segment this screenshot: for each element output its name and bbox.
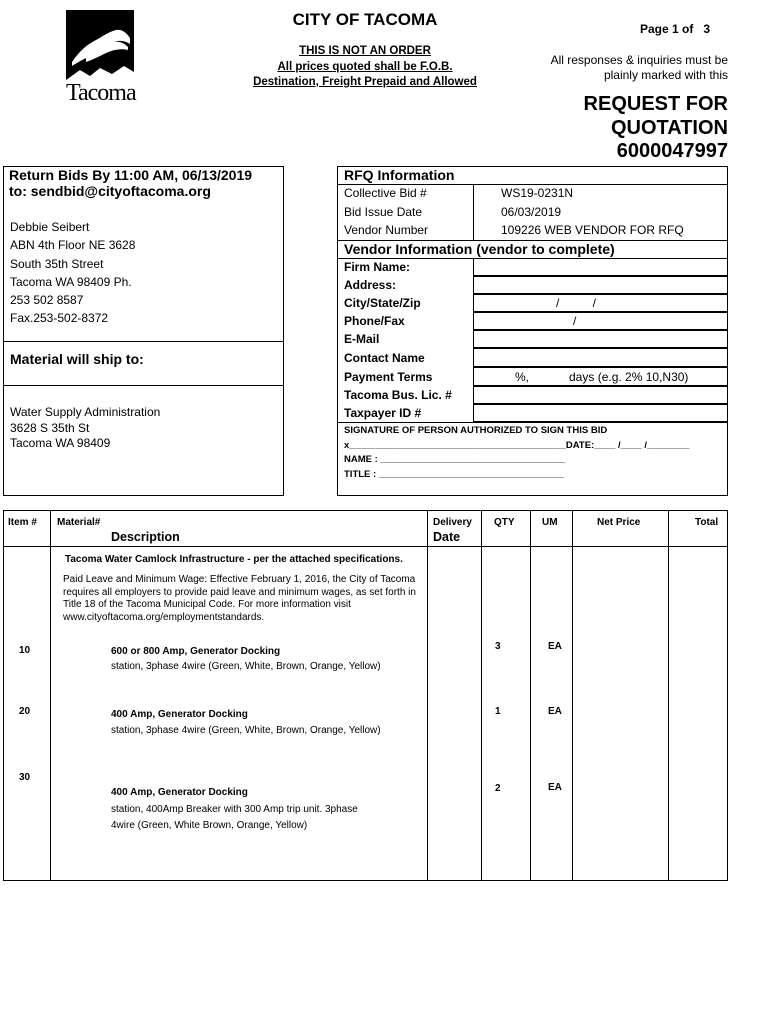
- vendor-label: Tacoma Bus. Lic. #: [344, 388, 452, 402]
- vendor-label: Address:: [344, 278, 397, 292]
- item-description: station, 3phase 4wire (Green, White, Brown, Orange, Yellow): [111, 725, 381, 736]
- vendor-label: Payment Terms: [344, 370, 433, 384]
- description-column-header: Description: [111, 530, 180, 544]
- item-description: station, 400Amp Breaker with 300 Amp trip unit. 3phase 4wire (Green, White Brown, Orange, Yellow): [111, 804, 358, 831]
- vendor-label: Taxpayer ID #: [344, 406, 422, 420]
- divider: [3, 341, 284, 342]
- vendor-label: Firm Name:: [344, 260, 411, 274]
- rfq-title: REQUEST FOR QUOTATION 6000047997: [583, 93, 728, 162]
- item-title: 600 or 800 Amp, Generator Docking: [111, 646, 281, 657]
- phone-fax-separator: /: [573, 314, 577, 328]
- bid-issue-date-value: 06/03/2019: [501, 205, 562, 219]
- return-bids-heading: Return Bids By 11:00 AM, 06/13/2019 to: sendbid@cityoftacoma.org: [9, 167, 253, 199]
- column-divider: [530, 510, 531, 881]
- material-column-header: Material#: [57, 517, 101, 528]
- vendor-info-heading: Vendor Information (vendor to complete): [344, 241, 615, 257]
- vendor-label: City/State/Zip: [344, 296, 421, 310]
- qty-column-header: QTY: [494, 517, 515, 528]
- rfq-info-heading: RFQ Information: [344, 167, 455, 183]
- divider: [337, 184, 728, 185]
- vendor-number-value: 109226 WEB VENDOR FOR RFQ: [501, 223, 684, 237]
- contact-name-field[interactable]: [473, 348, 728, 367]
- item-um: EA: [548, 782, 562, 793]
- ship-to-address: Water Supply Administration 3628 S 35th St Tacoma WA 98409: [10, 405, 161, 450]
- intro-title: Tacoma Water Camlock Infrastructure - per the attached specifications.: [65, 554, 403, 565]
- city-state-zip-separators: / /: [556, 296, 597, 310]
- page-indicator: Page 1 of 3: [640, 22, 711, 36]
- address-field[interactable]: [473, 276, 728, 294]
- column-divider: [572, 510, 573, 881]
- item-number: 10: [19, 645, 31, 656]
- item-column-header: Item #: [8, 517, 37, 528]
- rfq-label: Bid Issue Date: [344, 205, 423, 219]
- um-column-header: UM: [542, 517, 558, 528]
- signature-line[interactable]: x_________________________________________DATE:____ /____ /________: [344, 440, 690, 451]
- collective-bid-value: WS19-0231N: [501, 186, 574, 200]
- ship-to-heading: Material will ship to:: [10, 351, 144, 367]
- item-qty: 2: [495, 783, 501, 794]
- item-qty: 1: [495, 706, 501, 717]
- item-qty: 3: [495, 641, 501, 652]
- item-number: 20: [19, 706, 31, 717]
- divider: [337, 422, 728, 423]
- vendor-label: Phone/Fax: [344, 314, 405, 328]
- firm-name-field[interactable]: [473, 258, 728, 276]
- vendor-label: E-Mail: [344, 332, 380, 346]
- date-column-header: Date: [433, 530, 461, 544]
- taxpayer-id-field[interactable]: [473, 404, 728, 422]
- item-um: EA: [548, 641, 562, 652]
- item-number: 30: [19, 772, 31, 783]
- rfq-label: Collective Bid #: [344, 186, 427, 200]
- net-price-column-header: Net Price: [597, 517, 641, 528]
- city-state-zip-field[interactable]: [473, 294, 728, 312]
- responses-note: All responses & inquiries must be plainly marked with this: [550, 53, 728, 82]
- column-divider: [50, 510, 51, 881]
- name-line[interactable]: NAME : ___________________________________: [344, 454, 566, 465]
- delivery-column-header: Delivery: [433, 517, 472, 528]
- payment-terms-hint: %, days (e.g. 2% 10,N30): [515, 370, 689, 384]
- table-header-divider: [3, 546, 728, 547]
- column-divider: [668, 510, 669, 881]
- column-divider: [481, 510, 482, 881]
- item-title: 400 Amp, Generator Docking: [111, 709, 248, 720]
- phone-fax-field[interactable]: [473, 312, 728, 330]
- divider: [3, 385, 284, 386]
- paid-leave-notice: Paid Leave and Minimum Wage: Effective February 1, 2016, the City of Tacoma requires all employers to provide paid leave and minimum wages, as set forth in Title 18 of the Tacoma Municipal Code. For more information visit www.cityoftacoma.org/employmentstandards.: [63, 574, 416, 623]
- city-title: CITY OF TACOMA: [292, 10, 438, 29]
- vendor-label: Contact Name: [344, 351, 425, 365]
- signature-heading: SIGNATURE OF PERSON AUTHORIZED TO SIGN THIS BID: [344, 425, 608, 436]
- column-divider: [427, 510, 428, 881]
- business-license-field[interactable]: [473, 386, 728, 404]
- item-um: EA: [548, 706, 562, 717]
- not-an-order-notice: THIS IS NOT AN ORDER All prices quoted shall be F.O.B. Destination, Freight Prepaid and Allowed: [253, 45, 477, 88]
- contact-address: Debbie Seibert ABN 4th Floor NE 3628 South 35th Street Tacoma WA 98409 Ph. 253 502 8587 Fax.253-502-8372: [10, 220, 136, 326]
- logo-wordmark: Tacoma: [66, 80, 136, 106]
- item-title: 400 Amp, Generator Docking: [111, 787, 248, 798]
- total-column-header: Total: [695, 517, 719, 528]
- email-field[interactable]: [473, 330, 728, 348]
- title-line[interactable]: TITLE : ___________________________________: [344, 469, 564, 480]
- item-description: station, 3phase 4wire (Green, White, Brown, Orange, Yellow): [111, 661, 381, 672]
- divider: [473, 184, 474, 240]
- rfq-label: Vendor Number: [344, 223, 429, 237]
